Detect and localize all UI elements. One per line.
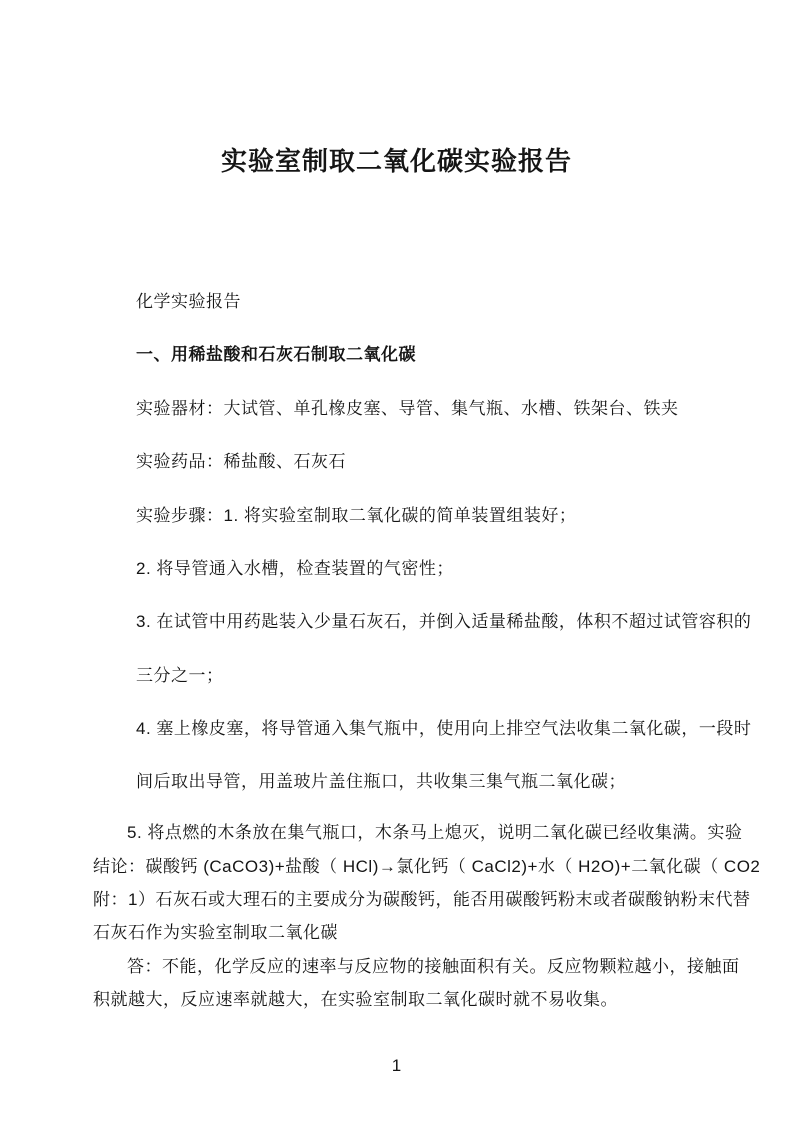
page-number: 1 [391,1056,402,1075]
line-step4-part2: 间后取出导管，用盖玻片盖住瓶口，共收集三集气瓶二氧化碳； [136,772,626,791]
line-conclusion-equation: 结论：碳酸钙 (CaCO3)+盐酸（ HCl)→氯化钙（ CaCl2)+水（ H2O)+二氧化碳（ CO2 [93,857,761,876]
line-steps-step1: 实验步骤：1. 将实验室制取二氧化碳的简单装置组装好； [136,506,577,525]
line-step2: 2. 将导管通入水槽，检查装置的气密性； [136,559,454,578]
line-appendix-question-part2: 石灰石作为实验室制取二氧化碳 [93,923,338,942]
heading-section-one: 一、用稀盐酸和石灰石制取二氧化碳 [136,345,416,364]
line-answer-part2: 积就越大，反应速率就越大，在实验室制取二氧化碳时就不易收集。 [93,990,618,1009]
line-appendix-question-part1: 附：1）石灰石或大理石的主要成分为碳酸钙，能否用碳酸钙粉末或者碳酸钠粉末代替 [93,890,751,909]
line-report-type: 化学实验报告 [136,292,241,311]
line-step3-part1: 3. 在试管中用药匙装入少量石灰石，并倒入适量稀盐酸，体积不超过试管容积的 [136,612,752,631]
document-title: 实验室制取二氧化碳实验报告 [220,146,572,176]
line-answer-part1: 答：不能，化学反应的速率与反应物的接触面积有关。反应物颗粒越小，接触面 [127,957,740,976]
line-reagents: 实验药品：稀盐酸、石灰石 [136,452,346,471]
line-equipment: 实验器材：大试管、单孔橡皮塞、导管、集气瓶、水槽、铁架台、铁夹 [136,399,679,418]
line-step5: 5. 将点燃的木条放在集气瓶口，木条马上熄灭，说明二氧化碳已经收集满。实验 [127,823,743,842]
line-step3-part2: 三分之一； [136,666,224,685]
line-step4-part1: 4. 塞上橡皮塞，将导管通入集气瓶中，使用向上排空气法收集二氧化碳，一段时 [136,719,752,738]
